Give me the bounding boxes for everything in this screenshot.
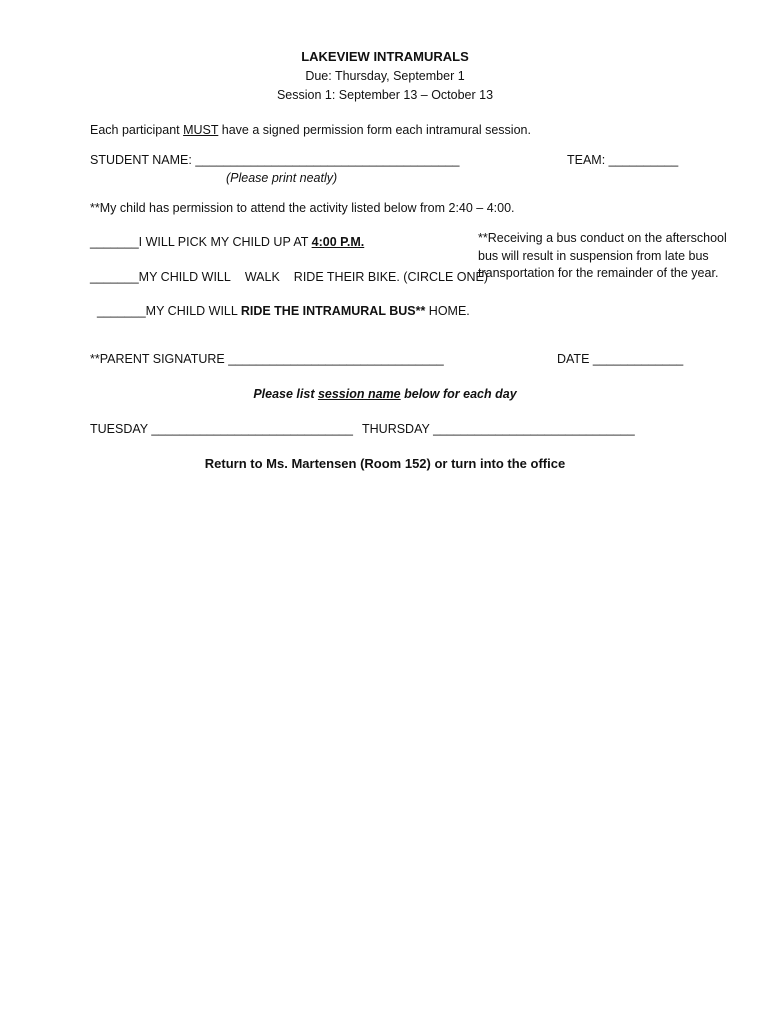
student-name-field[interactable]: STUDENT NAME: ______________________________________ xyxy=(90,153,460,167)
intro-before: Each participant xyxy=(90,123,184,137)
team-field[interactable]: TEAM: __________ xyxy=(567,153,679,167)
pickup-time: 4:00 P.M. xyxy=(311,235,365,249)
bus-option[interactable] xyxy=(97,303,470,319)
walk-ride-option[interactable] xyxy=(90,269,488,285)
session-dates: Session 1: September 13 – October 13 xyxy=(276,88,494,102)
bus-conduct-note: **Receiving a bus conduct on the afterschool bus will result in suspension from late bus transportation for the remainder of the year. xyxy=(478,231,727,280)
thursday-field[interactable]: THURSDAY _____________________________ xyxy=(362,422,635,436)
session-list-instruction xyxy=(0,386,770,402)
return-instructions: Return to Ms. Martensen (Room 152) or turn into the office xyxy=(204,456,566,471)
intro-text xyxy=(90,122,531,138)
bus-prefix: _______MY CHILD WILL xyxy=(97,304,241,318)
pickup-prefix: _______I WILL PICK MY CHILD UP AT xyxy=(90,235,312,249)
intro-must: MUST xyxy=(183,123,219,137)
ride-choice[interactable]: RIDE THEIR BIKE. (CIRCLE ONE) xyxy=(293,270,489,284)
due-date: Due: Thursday, September 1 xyxy=(305,69,465,83)
bus-suffix: HOME. xyxy=(425,304,470,318)
permission-statement: **My child has permission to attend the activity listed below from 2:40 – 4:00. xyxy=(90,201,515,215)
parent-signature-field[interactable]: **PARENT SIGNATURE _______________________________ xyxy=(90,352,444,366)
bus-bold: RIDE THE INTRAMURAL BUS** xyxy=(240,304,426,318)
pickup-option[interactable] xyxy=(90,234,364,250)
intro-after: have a signed permission form each intramural session. xyxy=(218,123,531,137)
walk-prefix: _______MY CHILD WILL xyxy=(90,270,231,284)
walk-choice[interactable]: WALK xyxy=(244,270,280,284)
session-list-after: below for each day xyxy=(400,387,517,401)
session-list-before: Please list xyxy=(253,387,318,401)
form-title: LAKEVIEW INTRAMURALS xyxy=(301,49,469,64)
date-field[interactable]: DATE _____________ xyxy=(557,352,684,366)
print-neatly-hint: (Please print neatly) xyxy=(226,171,338,185)
tuesday-field[interactable]: TUESDAY _____________________________ xyxy=(90,422,353,436)
session-list-underlined: session name xyxy=(317,387,401,401)
